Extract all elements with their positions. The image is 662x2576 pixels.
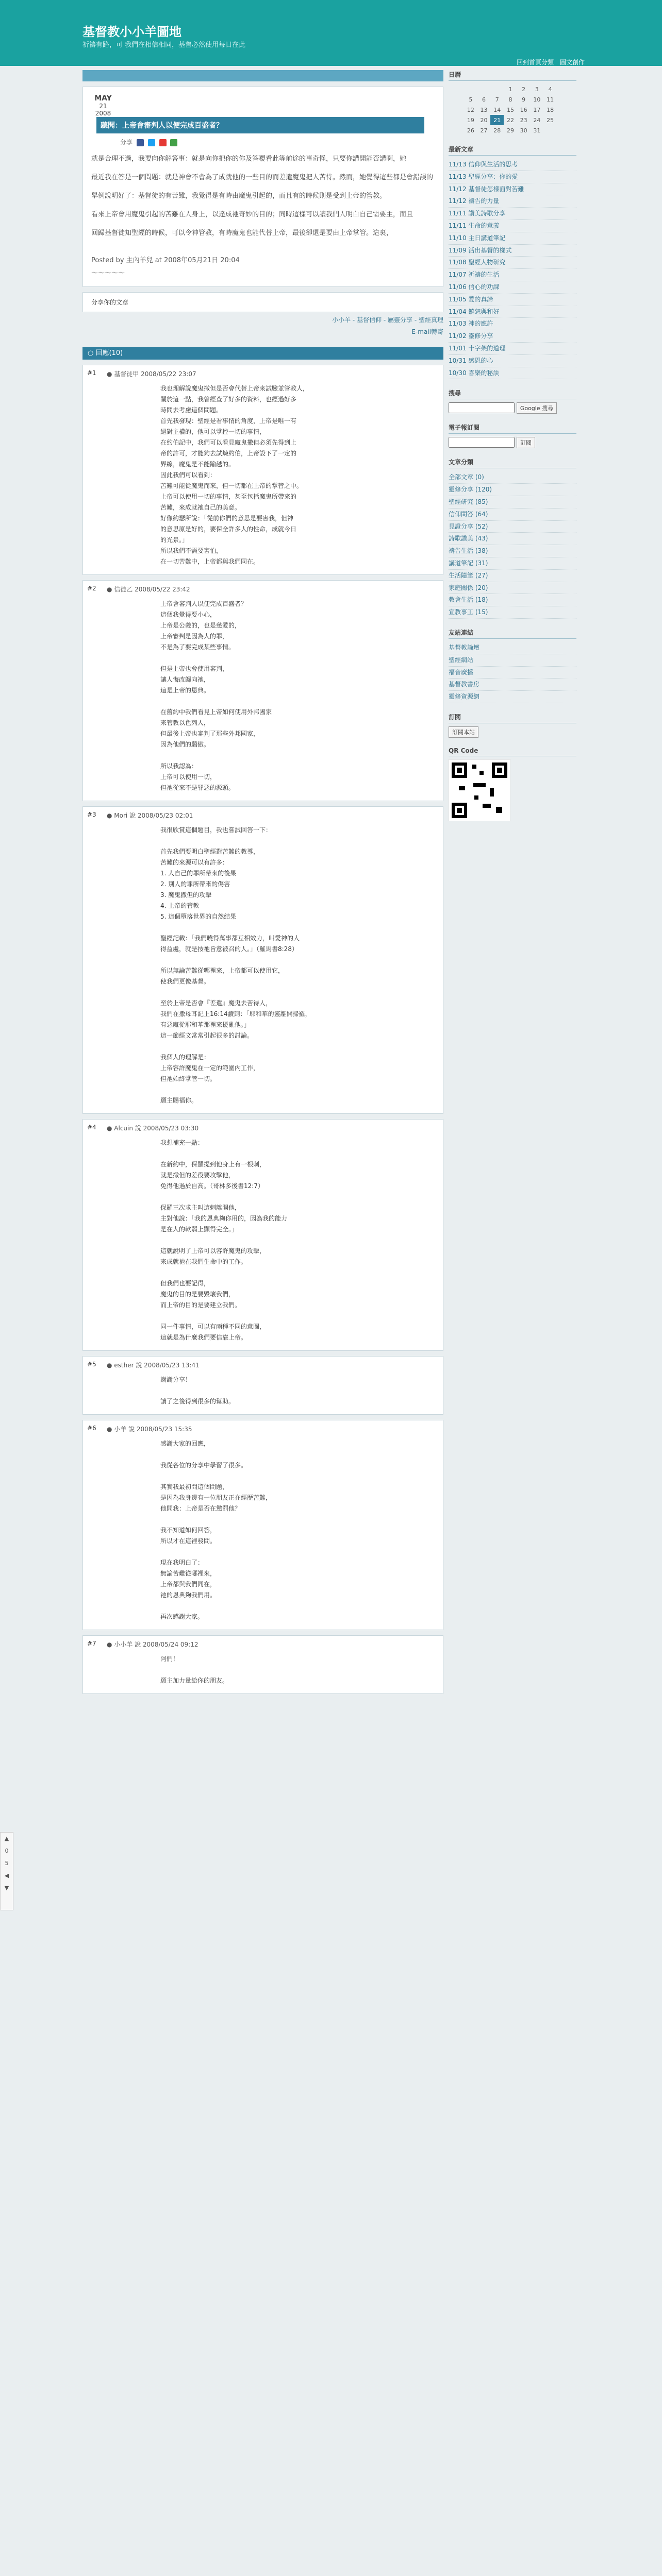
calendar-day[interactable]: 19 (467, 116, 474, 124)
comment-item (82, 1356, 443, 1415)
calendar-day[interactable]: 15 (506, 106, 514, 113)
qr-code-image (449, 759, 510, 821)
calendar-day[interactable]: 2 (522, 86, 526, 93)
category-link[interactable]: 全部文章 (0) (449, 471, 576, 484)
calendar-day[interactable]: 21 (490, 115, 504, 125)
share-label: 分享 (120, 139, 133, 146)
links-heading: 友站連結 (449, 628, 576, 639)
category-link[interactable]: 禱告生活 (38) (449, 545, 576, 557)
like-count: 0 (5, 1848, 9, 1854)
feed-heading: 訂閱 (449, 713, 576, 723)
calendar-day[interactable]: 11 (547, 96, 554, 103)
site-subtitle: 祈禱有路，可 我們在相信相同，基督必然使用每日在此 (82, 41, 246, 49)
comment-body: 阿們！ 願主加力量給你的朋友。 (160, 1655, 229, 1685)
comment-number: #5 (87, 1361, 96, 1368)
comment-body: 謝謝分享！ 讀了之後得到很多的幫助。 (160, 1376, 235, 1405)
recent-post-link[interactable]: 11/07 祈禱的生活 (449, 269, 576, 281)
links-box (449, 628, 576, 703)
email-forward[interactable]: E-mail轉寄 (411, 328, 443, 336)
friend-link[interactable]: 基督教論壇 (449, 642, 576, 654)
share-row (120, 138, 435, 146)
recent-post-link[interactable]: 11/12 基督徒怎樣面對苦難 (449, 183, 576, 196)
comment-item (82, 1420, 443, 1630)
calendar-day[interactable] (543, 125, 557, 135)
recent-box (449, 145, 576, 379)
recent-post-link[interactable]: 11/05 愛的真諦 (449, 294, 576, 306)
recent-heading: 最新文章 (449, 145, 576, 156)
calendar-day[interactable]: 10 (533, 96, 541, 103)
comment-meta: ● Mori 說 2008/05/23 02:01 (107, 812, 193, 820)
site-header (0, 0, 662, 66)
calendar-day[interactable]: 26 (467, 127, 474, 134)
calendar-day[interactable]: 22 (506, 116, 514, 124)
category-link[interactable]: 靈修分享 (120) (449, 484, 576, 496)
category-link[interactable]: 見證分享 (52) (449, 521, 576, 533)
recent-post-link[interactable]: 11/06 信心的功課 (449, 281, 576, 294)
post-paragraph: 舉例說明好了：基督徒的有苦難，我覺得是有時由魔鬼引起的，而且有的時候則是受到上帝的管教。 (91, 192, 387, 200)
calendar-day[interactable]: 27 (480, 127, 488, 134)
calendar-day[interactable]: 14 (493, 106, 501, 113)
post-day: 21 2008 (95, 103, 111, 117)
left-float-toolbar (0, 1832, 13, 1910)
recent-post-link[interactable]: 11/11 讚美詩歌分享 (449, 208, 576, 220)
feed-box (449, 713, 576, 738)
post-title[interactable]: 聽聞：上帝會審判人以便完成百盛者？ (96, 117, 424, 133)
comment-number: #7 (87, 1640, 96, 1648)
comment-item (82, 806, 443, 1114)
comment-number: #3 (87, 811, 96, 819)
scroll-up-icon[interactable]: ▲ (4, 1835, 9, 1842)
calendar-day[interactable]: 7 (495, 96, 499, 103)
post-signoff: ～～～～～ (91, 269, 125, 278)
recent-post-link[interactable]: 11/10 主日講道筆記 (449, 232, 576, 245)
comment-body: 上帝會審判人以便完成百盛者？ 這個我覺得要小心， 上帝是公義的，也是慈愛的， 上帝審判是因為人的罪， 不是為了要完成某些事情。 但是上帝也會使用審判， 讓人悔改歸向祂， 這是上帝的恩典。 在舊約中我們看見上帝如何使用外邦國家 來管教以色列人， 但最後上帝也審判了那些外邦國家， 因為他們的驕傲。 所以我認為： 上帝可以使用一切， 但祂從來不是罪惡的源頭。 (160, 600, 272, 792)
facebook-icon[interactable] (137, 139, 144, 146)
qr-box (449, 747, 576, 823)
share-arrow-icon[interactable]: ◀ (4, 1872, 9, 1879)
subscribe-heading: 電子報訂閱 (449, 423, 576, 434)
comment-meta: ● 基督徒甲 2008/05/22 23:07 (107, 370, 196, 378)
calendar[interactable] (464, 84, 557, 135)
calendar-day[interactable]: 5 (469, 96, 473, 103)
site-title[interactable]: 基督教小小羊圖地 (82, 25, 181, 39)
email-field[interactable] (449, 437, 515, 448)
recent-post-link[interactable]: 11/13 信仰與生活的思考 (449, 159, 576, 171)
calendar-day[interactable]: 12 (467, 106, 474, 113)
recent-post-link[interactable]: 11/02 靈修分享 (449, 330, 576, 343)
comment-meta: ● Alcuin 說 2008/05/23 03:30 (107, 1125, 199, 1132)
feed-subscribe-button[interactable]: 訂閱本站 (449, 726, 478, 738)
calendar-day[interactable]: 16 (520, 106, 527, 113)
recent-post-link[interactable]: 11/09 活出基督的樣式 (449, 245, 576, 257)
post-month: MAY (94, 94, 112, 103)
recent-post-link[interactable]: 11/13 聖經分享：你的愛 (449, 171, 576, 183)
main-column (82, 70, 443, 1694)
categories-heading: 文章分類 (449, 457, 576, 468)
top-links (512, 58, 585, 66)
comment-number: #4 (87, 1124, 96, 1131)
calendar-heading: 日曆 (449, 70, 576, 81)
comment-body: 感謝大家的回應， 我從各位的分享中學習了很多。 其實我最初問這個問題， 是因為我身邊有一位朋友正在經歷苦難， 他問我：上帝是否在懲罰他？ 我不知道如何回答， 所以才在這裡發問。 現在我明白了： 無論苦難從哪裡來， 上帝都與我們同在， 祂的恩典夠我們用。 再次感謝大家。 (160, 1440, 272, 1621)
calendar-day[interactable]: 31 (533, 127, 541, 134)
calendar-day[interactable] (477, 84, 491, 94)
subscribe-box (449, 423, 576, 448)
post-footer: Posted by 主內羊兒 at 2008年05月21日 20:04 (91, 257, 240, 265)
recent-post-link[interactable]: 11/03 神的應許 (449, 318, 576, 330)
share-card (82, 292, 443, 312)
recent-post-link[interactable]: 11/01 十字架的道理 (449, 343, 576, 355)
calendar-day[interactable]: 20 (480, 116, 488, 124)
calendar-day[interactable]: 4 (548, 86, 552, 93)
recent-post-link[interactable]: 11/08 聖經人物研究 (449, 257, 576, 269)
calendar-day[interactable] (464, 84, 477, 94)
content-top-bar (82, 70, 443, 81)
post-paragraph: 最近我在答是一個問題：就是神會不會為了成就他的一些目的而差遣魔鬼把人苦待。然而，她覺得這些都是會錯誤的 (91, 174, 434, 182)
post-paragraph: 就是合理不過，我要向你解答事：就是向你把你的你及答覆看此等前途的事奇怪，只要你講開能否講啊，她 (91, 155, 407, 163)
plurk-icon[interactable] (159, 139, 167, 146)
comment-list (82, 365, 443, 1694)
calendar-day[interactable]: 18 (547, 106, 554, 113)
calendar-day[interactable]: 24 (533, 116, 541, 124)
category-list (449, 471, 576, 619)
calendar-day[interactable] (490, 84, 504, 94)
scroll-down-icon[interactable]: ▼ (4, 1885, 9, 1891)
line-icon[interactable] (170, 139, 177, 146)
post-paragraph: 回歸基督徒知聖經的時候，可以令神管教，有時魔鬼也能代替上帝，最後卻還是要由上帝掌管。這裏， (91, 229, 393, 238)
calendar-day[interactable]: 23 (520, 116, 527, 124)
subscribe-button[interactable]: 訂閱 (517, 437, 535, 448)
twitter-icon[interactable] (148, 139, 155, 146)
friend-link[interactable]: 聖經網站 (449, 654, 576, 667)
comment-item (82, 580, 443, 801)
calendar-day[interactable]: 28 (493, 127, 501, 134)
comment-number: #1 (87, 369, 96, 377)
recent-post-link[interactable]: 11/11 生命的意義 (449, 220, 576, 232)
category-link[interactable]: 家庭關係 (20) (449, 582, 576, 595)
friend-link[interactable]: 靈修資源網 (449, 691, 576, 703)
sidebar (449, 70, 576, 832)
category-link[interactable]: 生活隨筆 (27) (449, 570, 576, 582)
calendar-day[interactable]: 29 (506, 127, 514, 134)
recent-post-link[interactable]: 11/04 饒恕與和好 (449, 306, 576, 318)
calendar-day[interactable]: 25 (547, 116, 554, 124)
calendar-day[interactable]: 17 (533, 106, 541, 113)
calendar-day[interactable]: 1 (508, 86, 512, 93)
recent-list (449, 159, 576, 379)
comment-meta: ● 小羊 說 2008/05/23 15:35 (107, 1426, 192, 1433)
post-body (91, 154, 435, 277)
category-link[interactable]: 教會生活 (18) (449, 594, 576, 606)
category-link[interactable]: 詩歌讚美 (43) (449, 533, 576, 545)
calendar-day[interactable]: 13 (480, 106, 488, 113)
friend-link[interactable]: 基督教書房 (449, 679, 576, 691)
calendar-box (449, 70, 576, 135)
calendar-day[interactable]: 6 (482, 96, 486, 103)
share-more[interactable]: 分享你的文章 (91, 299, 129, 307)
top-link-home[interactable]: 回到首頁分類 (517, 59, 554, 66)
search-heading: 搜尋 (449, 388, 576, 399)
category-link[interactable]: 宣教事工 (15) (449, 606, 576, 619)
comment-body: 我也理解說魔鬼撒但是否會代替上帝來試驗並管教人， 關於這一點，我曾經查了好多的資料，也經過好多 時間去考慮這個問題。 首先我發現：聖經是看事情的角度，上帝是唯一有 絕對主權的，他可以掌控一切的事情， 在約伯記中，我們可以看見魔鬼撒但必須先得到上 帝的許可，才能夠去試煉約伯，上帝設下了一定的 界線，魔鬼是不能踰越的。 因此我們可以看到： 苦難可能從魔鬼而來，但一切都在上帝的掌管之中。 上帝可以使用一切的事情，甚至包括魔鬼所帶來的 苦難，來成就祂自己的美意。 好像約瑟所說：「從前你們的意思是要害我，但神 的意思原是好的，要保全許多人的性命，成就今日 的光景。」 所以我們不需要害怕， 在一切苦難中，上帝都與我們同在。 (160, 385, 309, 566)
friend-links (449, 642, 576, 703)
qr-heading: QR Code (449, 747, 576, 756)
categories-box (449, 457, 576, 619)
calendar-day[interactable]: 8 (508, 96, 512, 103)
category-link[interactable]: 信仰問答 (64) (449, 509, 576, 521)
top-link-art[interactable]: 圖文創作 (559, 59, 585, 66)
comment-item (82, 365, 443, 575)
comment-body: 我很欣賞這個題目，我也嘗試回答一下： 首先我們要明白聖經對苦難的教導， 苦難的來源可以有許多： 1. 人自己的罪所帶來的後果 2. 別人的罪所帶來的傷害 3. 魔鬼撒但的攻擊 4. 上帝的管教 5. 這個墮落世界的自然結果 聖經記載：「我們曉得萬事都互相效力，叫愛神的人 得益處，就是按祂旨意被召的人。」（羅馬書8:28） 所以無論苦難從哪裡來，上帝都可以使用它， 使我們更像基督。 至於上帝是否會『差遣』魔鬼去苦待人， 我們在撒母耳記上16:14讀到：「耶和華的靈離開掃羅， 有惡魔從耶和華那裡來擾亂他。」 這一節經文常常引起很多的討論。 我個人的理解是： 上帝容許魔鬼在一定的範圍內工作， 但祂始終掌管一切。 願主賜福你。 (160, 826, 311, 1105)
post-card (82, 87, 443, 287)
post-date (91, 94, 115, 117)
calendar-day[interactable]: 3 (535, 86, 539, 93)
recent-post-link[interactable]: 11/12 禱告的力量 (449, 195, 576, 208)
google-search-button[interactable]: Google 搜尋 (517, 402, 557, 414)
comment-meta: ● esther 說 2008/05/23 13:41 (107, 1362, 200, 1369)
post-tags[interactable]: 小小羊 - 基督信仰 - 屬靈分享 - 聖經真理 (332, 316, 443, 324)
comment-count: 5 (5, 1860, 9, 1867)
comment-meta: ● 小小羊 說 2008/05/24 09:12 (107, 1641, 198, 1649)
comment-item (82, 1119, 443, 1351)
comment-number: #6 (87, 1425, 96, 1432)
friend-link[interactable]: 福音廣播 (449, 667, 576, 679)
search-input[interactable] (449, 402, 515, 413)
recent-post-link[interactable]: 10/31 感恩的心 (449, 355, 576, 367)
comment-body: 我想補充一點： 在新約中，保羅提到他身上有一根刺， 就是撒但的差役要攻擊他， 免得他過於自高。（哥林多後書12:7） 保羅三次求主叫這刺離開他， 主對他說：「我的恩典夠你用的，因為我的能力 是在人的軟弱上顯得完全。」 這就說明了上帝可以容許魔鬼的攻擊， 來成就祂在我們生命中的工作。 但我們也要記得， 魔鬼的目的是要毀壞我們， 而上帝的目的是要建立我們。 同一件事情，可以有兩種不同的意圖， 這就是為什麼我們要信靠上帝。 (160, 1139, 288, 1342)
category-link[interactable]: 聖經研究 (85) (449, 496, 576, 509)
calendar-day[interactable]: 9 (522, 96, 526, 103)
category-link[interactable]: 講道筆記 (31) (449, 557, 576, 570)
recent-post-link[interactable]: 10/30 喜樂的秘訣 (449, 367, 576, 380)
comment-item (82, 1635, 443, 1694)
comment-number: #2 (87, 585, 96, 592)
post-paragraph: 看來上帝會用魔鬼引起的苦難在人身上，以達成祂奇妙的目的；同時這樣可以讓我們人明白自己需要主，而且 (91, 211, 413, 219)
comment-meta: ● 信徒乙 2008/05/22 23:42 (107, 586, 190, 594)
search-box (449, 388, 576, 414)
comments-header: ○ 回應(10) (82, 347, 443, 360)
calendar-day[interactable]: 30 (520, 127, 527, 134)
